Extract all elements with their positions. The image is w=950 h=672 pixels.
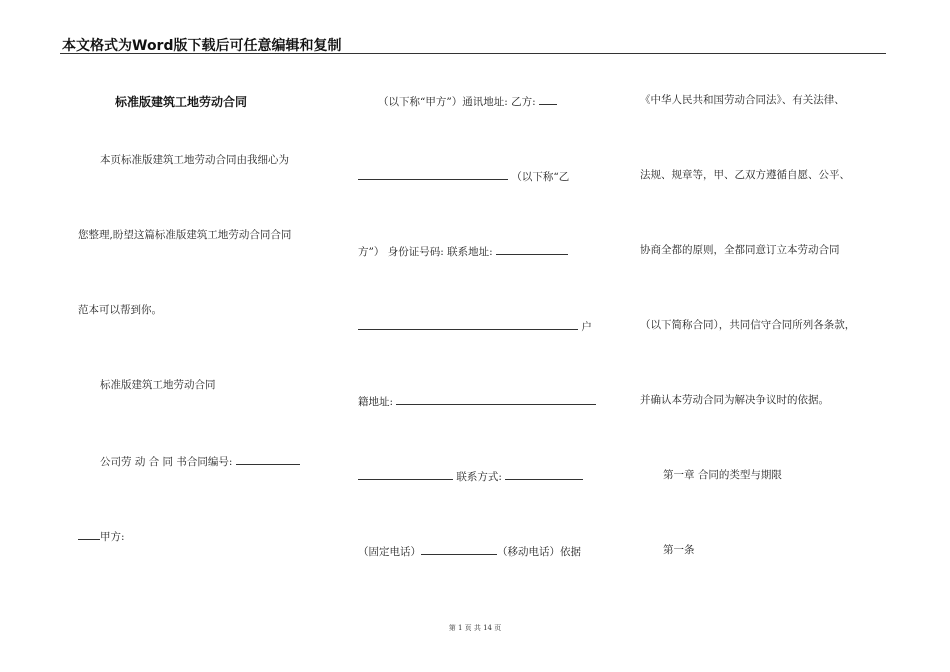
contact-label: 联系方式: [456,471,502,483]
contract-number-label: 公司劳 动 合 同 书合同编号: [100,456,233,468]
col3-line-5: 并确认本劳动合同为解决争议时的依据。 [640,394,829,406]
col3-line-1: 《中华人民共和国劳动合同法》、有关法律、 [640,94,845,106]
contact-blank [505,468,583,480]
address-continued-blank [358,318,578,330]
contact-address-blank [496,243,568,255]
col1-line-1: 本页标准版建筑工地劳动合同由我细心为 [100,154,289,166]
page-number-footer: 第 1 页 共 14 页 [448,624,502,632]
col1-line-3: 范本可以帮到你。 [78,304,162,316]
col1-line-2: 您整理,盼望这篇标准版建筑工地劳动合同合同 [78,229,292,241]
col3-line-2: 法规、规章等，甲、乙双方遵循自愿、公平、 [640,169,850,181]
contract-number-blank [236,453,300,465]
landline-blank [421,543,497,555]
col1-line-6 [78,528,125,544]
col2-line-4 [358,318,592,334]
document-header-title: 本文格式为Word版下载后可任意编辑和复制 [62,38,342,54]
col3-line-3: 协商全都的原则，全都同意订立本劳动合同 [640,244,840,256]
landline-label: （固定电话） [358,546,421,558]
col3-line-4: （以下简称合同），共同信守合同所列各条款， [640,319,856,331]
col2-line-1 [378,93,557,109]
party-a-label: 甲方: [100,531,125,543]
chapter-1-heading: 第一章 合同的类型与期限 [663,469,782,481]
party-a-address-text: （以下称“甲方”）通讯地址: 乙方: [378,96,536,108]
col2-line-7 [358,543,581,559]
col2-line-2 [358,168,569,184]
party-a-blank [78,528,100,540]
col2-line-3 [358,243,568,259]
id-address-label: 方”） 身份证号码: 联系地址: [358,246,493,258]
hukou-label-start: 户 [581,321,592,333]
party-b-name-blank [358,168,508,180]
col2-line-6 [358,468,583,484]
hukou-continued-blank [358,468,453,480]
mobile-label: （移动电话）依据 [497,546,581,558]
col1-line-5 [100,453,300,469]
hukou-address-label: 籍地址: [358,396,394,408]
party-b-alias-text: （以下称“乙 [511,171,570,183]
col1-line-4: 标准版建筑工地劳动合同 [100,379,216,391]
col2-line-5 [358,393,596,409]
hukou-address-blank [396,393,596,405]
header-divider [60,53,886,54]
article-1-heading: 第一条 [663,544,695,556]
contract-title: 标准版建筑工地劳动合同 [115,95,248,109]
party-b-blank [539,93,557,105]
